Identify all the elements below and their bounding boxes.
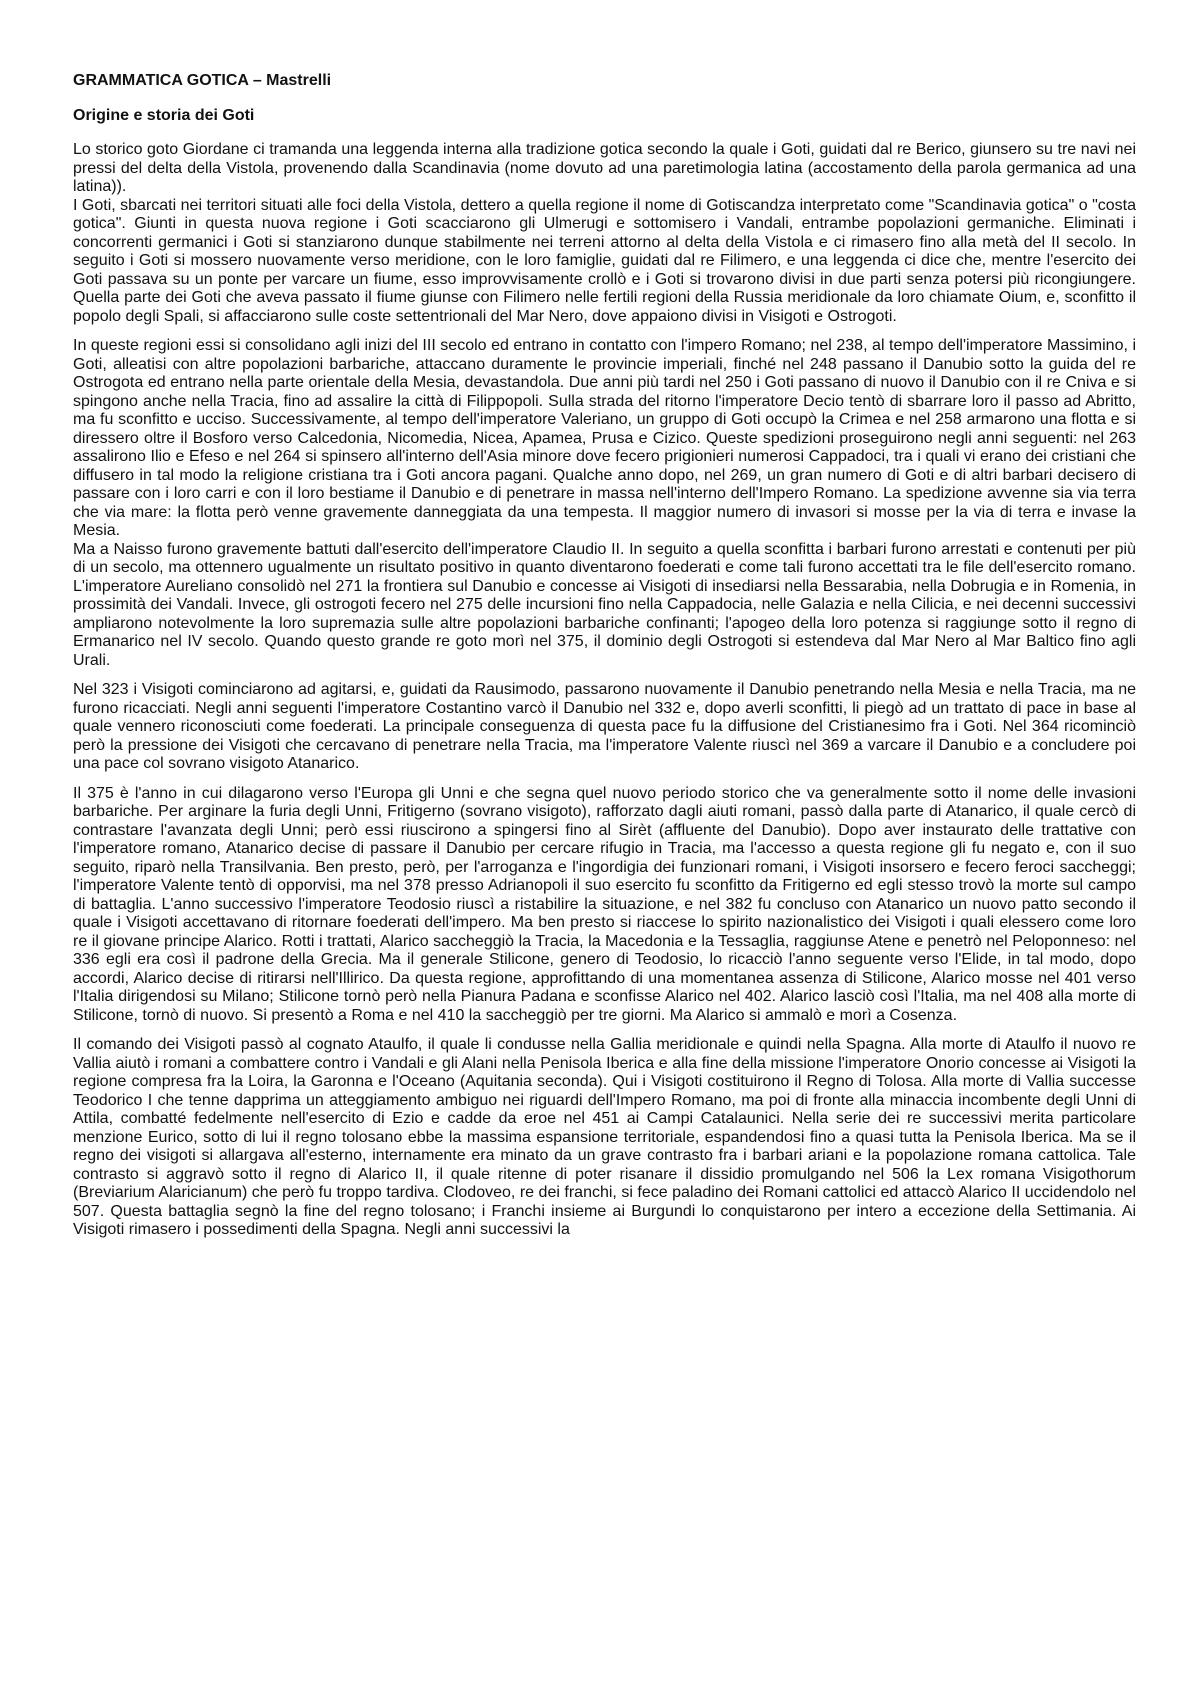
- document-title: GRAMMATICA GOTICA – Mastrelli: [73, 72, 332, 89]
- paragraph-huns-375: Il 375 è l'anno in cui dilagarono verso l'Europa gli Unni e che segna quel nuovo periodo storico che va generalmente sotto il nome delle invasioni barbariche. Per arginare la furia degli Unni, Fritigerno (sovrano visigoto), rafforzato dagli aiuti romani, passò dalla parte di Atanarico, il quale cercò di contrastare l'avanzata degli Unni; però essi riuscirono a spingersi fino al Sirèt (affluente del Danubio). Dopo aver instaurato delle trattative con l'imperatore romano, Atanarico decise di passare il Danubio per cercare rifugio in Tracia, ma l'accesso a questa regione gli fu negato e, con il suo seguito, riparò nella Transilvania. Ben presto, però, per l'arroganza e l'ingordigia dei funzionari romani, i Visigoti insorsero e fecero feroci saccheggi; l'imperatore Valente tentò di opporvisi, ma nel 378 presso Adrianopoli il suo esercito fu sconfitto da Fritigerno ed egli stesso trovò la morte sul campo di battaglia. L'anno successivo l'imperatore Teodosio riuscì a ristabilire la situazione, e nel 382 fu concluso con Atanarico un nuovo patto secondo il quale i Visigoti accettavano di ritornare foederati dell'impero. Ma ben presto si riaccese lo spirito nazionalistico dei Visigoti i quali elessero come loro re il giovane principe Alarico. Rotti i trattati, Alarico saccheggiò la Tracia, la Macedonia e la Tessaglia, raggiunse Atene e penetrò nel Peloponneso: nel 336 egli era così il padrone della Grecia. Ma il generale Stilicone, genero di Teodosio, lo ricacciò l'anno seguente verso l'Elide, in tal modo, dopo accordi, Alarico decise di ritirarsi nell'Illirico. Da questa regione, approfittando di una momentanea assenza di Stilicone, Alarico mosse nel 401 verso l'Italia dirigendosi su Milano; Stilicone tornò però nella Pianura Padana e sconfisse Alarico nel 402. Alarico lasciò così l'Italia, ma nel 408 alla morte di Stilicone, tornò di nuovo. Si presentò a Roma e nel 410 la saccheggiò per tre giorni. Ma Alarico si ammalò e morì a Cosenza.: [73, 784, 1136, 1024]
- paragraph-legend-origin: Lo storico goto Giordane ci tramanda una leggenda interna alla tradizione gotica secondo la quale i Goti, guidati dal re Berico, giunsero su tre navi nei pressi del delta della Vistola, provenendo dalla Scandinavia (nome dovuto ad una paretimologia latina (accostamento della parola germanica ad una latina)).: [73, 141, 1136, 195]
- paragraph-third-century: In queste regioni essi si consolidano agli inizi del III secolo ed entrano in contatto con l'impero Romano; nel 238, al tempo dell'imperatore Massimino, i Goti, alleatisi con altre popolazioni barbariche, attaccano duramente le provincie imperiali, finché nel 248 passano il Danubio sotto la guida del re Ostrogota ed entrano nella parte orientale della Mesia, devastandola. Due anni più tardi nel 250 i Goti passano di nuovo il Danubio con il re Cniva e si spingono anche nella Tracia, fino ad assalire la città di Filippopoli. Sulla strada del ritorno l'imperatore Decio tentò di sbarrare loro il passo ad Abritto, ma fu sconfitto e ucciso. Successivamente, al tempo dell'imperatore Valeriano, un gruppo di Goti occupò la Crimea e nel 258 armarono una flotta e si diressero oltre il Bosforo verso Calcedonia, Nicomedia, Nicea, Apamea, Prusa e Cizico. Queste spedizioni proseguirono negli anni seguenti: nel 263 assalirono Ilio e Efeso e nel 264 si spinsero all'interno dell'Asia minore dove fecero prigionieri numerosi Cappadoci, tra i quali vi erano dei cristiani che diffusero in tal modo la religione cristiana tra i Goti ancora pagani. Qualche anno dopo, nel 269, un gran numero di Goti e di altri barbari decisero di passare con i loro carri e con il loro bestiame il Danubio e di penetrare in massa nell'interno dell'Impero Romano. La spedizione avvenne sia via terra che via mare: la flotta però venne gravemente danneggiata da una tempesta. Il maggior numero di invasori si mosse per la via di terra e invase la Mesia.: [73, 337, 1136, 539]
- paragraph-naisso: Ma a Naisso furono gravemente battuti dall'esercito dell'imperatore Claudio II. In seguito a quella sconfitta i barbari furono arrestati e contenuti per più di un secolo, ma ottennero ugualmente un risultato positivo in quanto diventarono foederati e come tali furono accettati tra le file dell'esercito romano. L'imperatore Aureliano consolidò nel 271 la frontiera sul Danubio e concesse ai Visigoti di insediarsi nella Bessarabia, nella Dobrugia e in Romenia, in prossimità dei Vandali. Invece, gli ostrogoti fecero nel 275 delle incursioni fino nella Cappadocia, nelle Galazia e nella Cilicia, e nei decenni successivi ampliarono notevolmente la loro supremazia sulle altre popolazioni barbariche confinanti; l'apogeo della loro potenza si raggiunge sotto il regno di Ermanarico nel IV secolo. Quando questo grande re goto morì nel 375, il dominio degli Ostrogoti si estendeva dal Mar Nero al Mar Baltico fino agli Urali.: [73, 540, 1136, 669]
- section-heading: Origine e storia dei Goti: [73, 107, 255, 124]
- paragraph-vistula-settlement: I Goti, sbarcati nei territori situati alle foci della Vistola, dettero a quella regione il nome di Gotiscandza interpretato come "Scandinavia gotica" o "costa gotica". Giunti in questa nuova regione i Goti scacciarono gli Ulmerugi e sottomisero i Vandali, entrambe popolazioni germaniche. Eliminati i concorrenti germanici i Goti si stanziarono dunque stabilmente nei terreni attorno al delta della Vistola e ci rimasero fino alla metà del II secolo. In seguito i Goti si mossero nuovamente verso meridione, con le loro famiglie, guidati dal re Filimero, e una leggenda ci dice che, mentre l'esercito dei Goti passava su un ponte per varcare un fiume, esso improvvisamente crollò e i Goti si trovarono divisi in due parti senza potersi più ricongiungere. Quella parte dei Goti che aveva passato il fiume giunse con Filimero nelle fertili regioni della Russia meridionale da loro chiamate Oium, e, sconfitto il popolo degli Spali, si affacciarono sulle coste settentrionali del Mar Nero, dove appaiono divisi in Visigoti e Ostrogoti.: [73, 196, 1136, 325]
- document-page: [73, 70, 1136, 1240]
- paragraph-visigoths-323: Nel 323 i Visigoti cominciarono ad agitarsi, e, guidati da Rausimodo, passarono nuovamente il Danubio penetrando nella Mesia e nella Tracia, ma ne furono ricacciati. Negli anni seguenti l'imperatore Costantino varcò il Danubio nel 332 e, dopo averli sconfitti, li piegò ad un trattato di pace in base al quale vennero riconosciuti come foederati. La principale conseguenza di questa pace fu la diffusione del Cristianesimo fra i Goti. Nel 364 ricominciò però la pressione dei Visigoti che cercavano di penetrare nella Tracia, ma l'imperatore Valente riuscì nel 369 a varcare il Danubio e a concludere poi una pace col sovrano visigoto Atanarico.: [73, 681, 1136, 772]
- paragraph-ataulfo: Il comando dei Visigoti passò al cognato Ataulfo, il quale li condusse nella Gallia meridionale e quindi nella Spagna. Alla morte di Ataulfo il nuovo re Vallia aiutò i romani a combattere contro i Vandali e gli Alani nella Penisola Iberica e alla fine della missione l'imperatore Onorio concesse ai Visigoti la regione compresa fra la Loira, la Garonna e l'Oceano (Aquitania seconda). Qui i Visigoti costituirono il Regno di Tolosa. Alla morte di Vallia successe Teodorico I che tenne dapprima un atteggiamento ambiguo nei riguardi dell'Impero Romano, ma poi di fronte alla minaccia incombente degli Unni di Attila, combatté fedelmente nell'esercito di Ezio e cadde da eroe nel 451 ai Campi Catalaunici. Nella serie dei re successivi merita particolare menzione Eurico, sotto di lui il regno tolosano ebbe la massima espansione territoriale, espandendosi fino a quasi tutta la Penisola Iberica. Ma se il regno dei visigoti si allargava all'esterno, internamente era minato da un grave contrasto fra i barbari ariani e la popolazione romana cattolica. Tale contrasto si aggravò sotto il regno di Alarico II, il quale ritenne di poter risanare il dissidio promulgando nel 506 la Lex romana Visigothorum (Breviarium Alaricianum) che però fu troppo tardiva. Clodoveo, re dei franchi, si fece paladino dei Romani cattolici ed attaccò Alarico II uccidendolo nel 507. Questa battaglia segnò la fine del regno tolosano; i Franchi insieme ai Burgundi lo conquistarono per intero a eccezione della Settimania. Ai Visigoti rimasero i possedimenti della Spagna. Negli anni successivi la: [73, 1036, 1136, 1238]
